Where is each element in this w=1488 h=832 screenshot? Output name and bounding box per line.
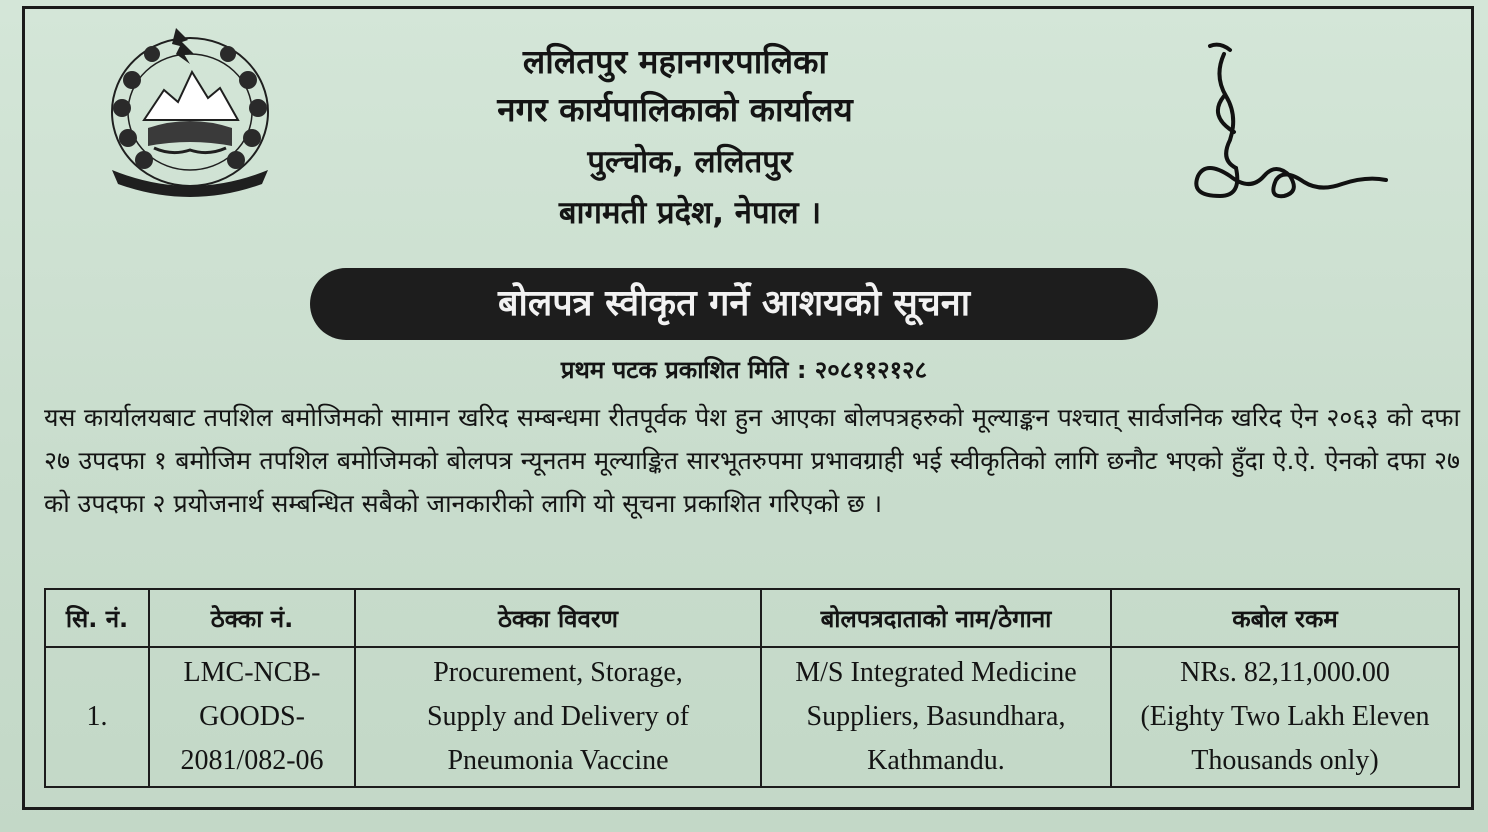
table-row xyxy=(45,647,1459,787)
cell-bidder: M/S Integrated Medicine Suppliers, Basundhara, Kathmandu. xyxy=(761,647,1111,787)
signature-icon xyxy=(1180,36,1410,216)
publication-date: प्रथम पटक प्रकाशित मिति : २०८११२१२८ xyxy=(560,356,928,384)
notice-body: यस कार्यालयबाट तपशिल बमोजिमको सामान खरिद सम्बन्धमा रीतपूर्वक पेश हुन आएका बोलपत्रहरुको मूल्याङ्कन पश्चात् सार्वजनिक खरिद ऐन २०६३ को दफा २७ उपदफा १ बमोजिम तपशिल बमोजिमको बोलपत्र न्यूनतम मूल्याङ्कित सारभूतरुपमा प्रभावग्राही भई स्वीकृतिको लागि छनौट भएको हुँदा ऐ.ऐ. ऐनको दफा २७ को उपदफा २ प्रयोजनार्थ सम्बन्धित सबैको जानकारीको लागि यो सूचना प्रकाशित गरिएको छ । xyxy=(44,403,1460,518)
office-name: नगर कार्यपालिकाको कार्यालय xyxy=(497,90,853,129)
office-address-province: बागमती प्रदेश, नेपाल । xyxy=(558,195,822,231)
column-header-sn: सि. नं. xyxy=(45,589,149,647)
column-header-amount: कबोल रकम xyxy=(1111,589,1459,647)
nepal-government-emblem-icon xyxy=(92,20,288,200)
municipality-name: ललितपुर महानगरपालिका xyxy=(522,42,828,81)
cell-contract-no: LMC-NCB- GOODS- 2081/082-06 xyxy=(149,647,355,787)
column-header-bidder: बोलपत्रदाताको नाम/ठेगाना xyxy=(761,589,1111,647)
cell-amount: NRs. 82,11,000.00 (Eighty Two Lakh Eleven Thousands only) xyxy=(1111,647,1459,787)
bid-award-table xyxy=(44,588,1460,788)
notice-title-banner: बोलपत्र स्वीकृत गर्ने आशयको सूचना xyxy=(310,268,1158,340)
table-header-row xyxy=(45,589,1459,647)
office-address-city: पुल्चोक, ललितपुर xyxy=(587,144,793,180)
office-header xyxy=(430,40,1050,238)
column-header-contract-no: ठेक्का नं. xyxy=(149,589,355,647)
column-header-description: ठेक्का विवरण xyxy=(355,589,761,647)
cell-description: Procurement, Storage, Supply and Delivery of Pneumonia Vaccine xyxy=(355,647,761,787)
cell-sn: 1. xyxy=(45,647,149,787)
